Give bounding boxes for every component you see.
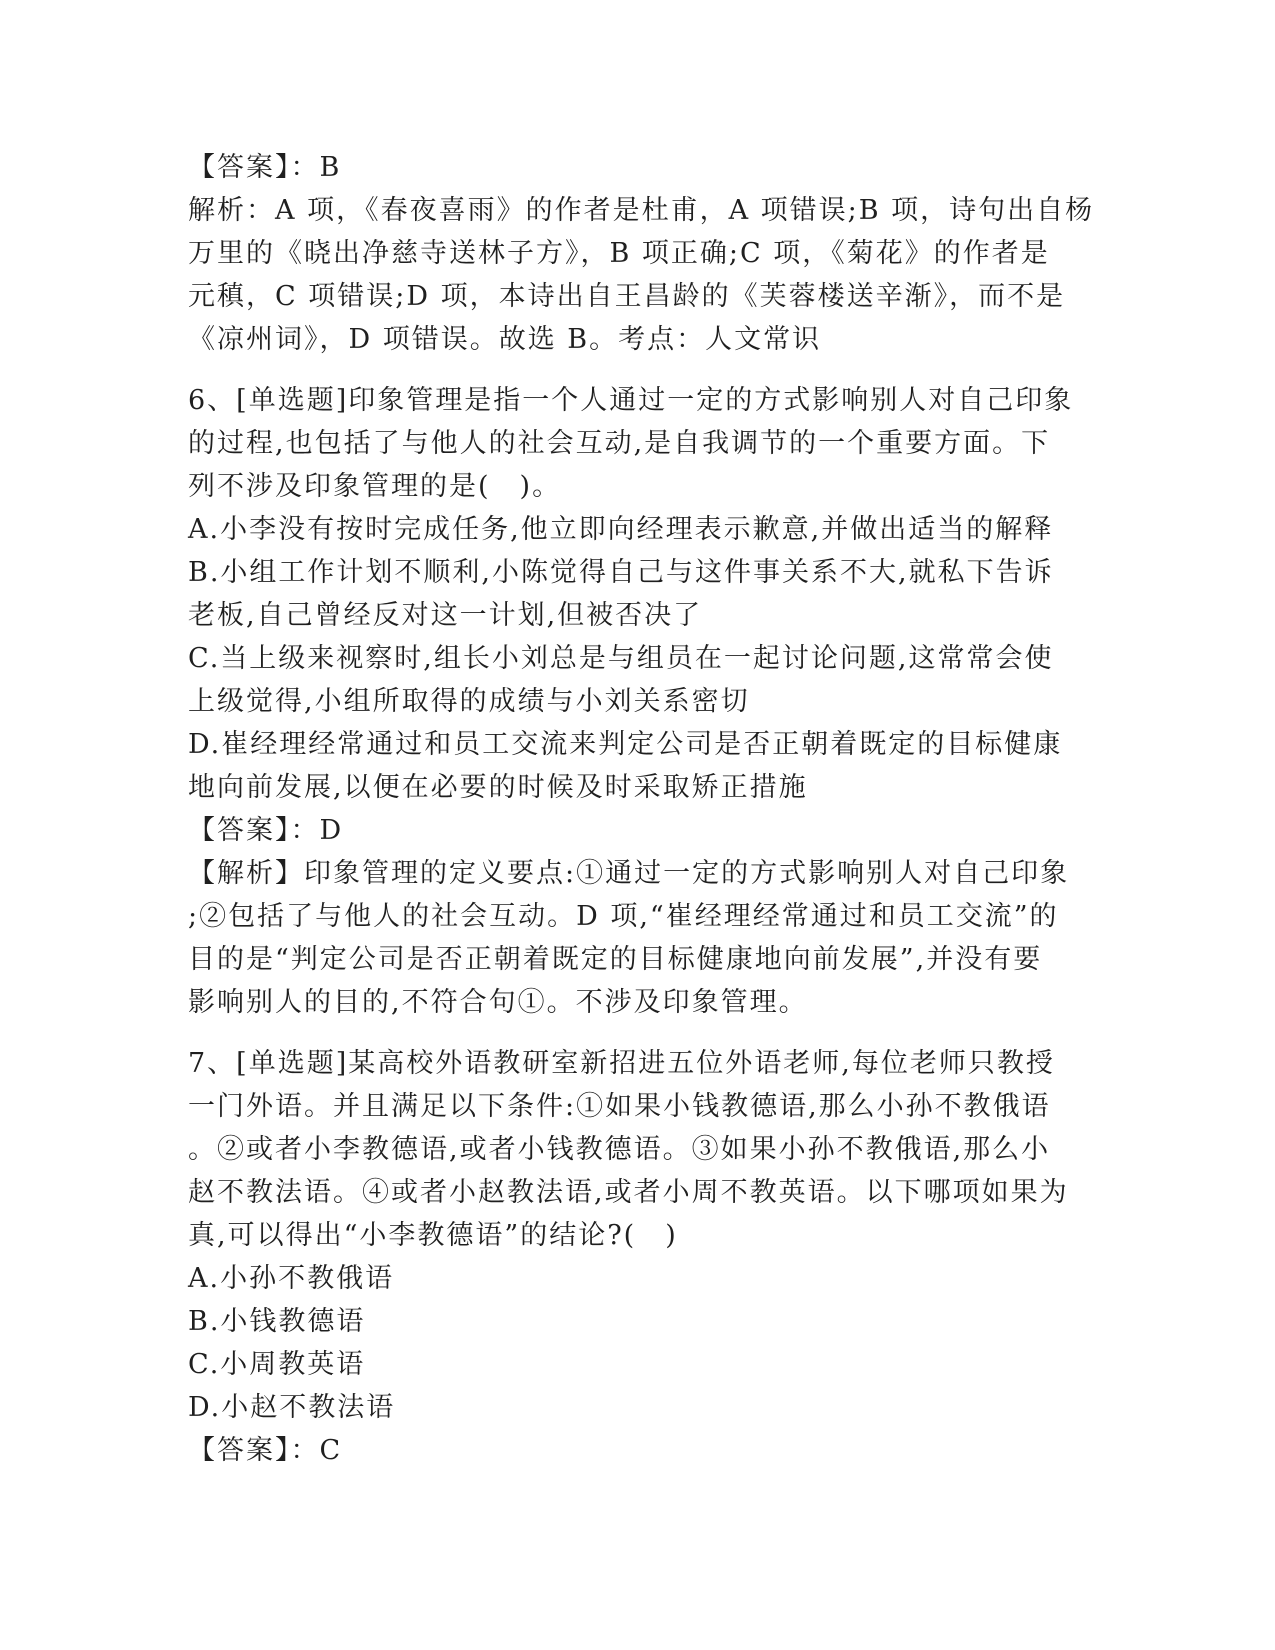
block-spacer: [188, 1024, 1088, 1042]
option-a: A.小孙不教俄语: [188, 1263, 395, 1294]
question-stem-line: 赵不教法语。④或者小赵教法语,或者小周不教英语。以下哪项如果为: [188, 1177, 1069, 1208]
explanation-line: 万里的《晓出净慈寺送林子方》，B 项正确;C 项，《菊花》的作者是: [188, 238, 1050, 269]
option-d: D.崔经理经常通过和员工交流来判定公司是否正朝着既定的目标健康: [188, 729, 1063, 760]
question-stem-line: 一门外语。并且满足以下条件:①如果小钱教德语,那么小孙不教俄语: [188, 1091, 1051, 1122]
option-b: B.小组工作计划不顺利,小陈觉得自己与这件事关系不大,就私下告诉: [188, 557, 1054, 588]
question-6: [188, 379, 1088, 1024]
option-c: C.当上级来视察时,组长小刘总是与组员在一起讨论问题,这常常会使: [188, 643, 1054, 674]
question-stem-line: 的过程,也包括了与他人的社会互动,是自我调节的一个重要方面。下: [188, 428, 1051, 459]
option-b: B.小钱教德语: [188, 1306, 366, 1337]
option-d-continued: 地向前发展,以便在必要的时候及时采取矫正措施: [188, 772, 808, 803]
explanation-line: ;②包括了与他人的社会互动。D 项,“崔经理经常通过和员工交流”的: [188, 901, 1059, 932]
block-spacer: [188, 361, 1088, 379]
question-stem-line: 7、[单选题]某高校外语教研室新招进五位外语老师,每位老师只教授: [188, 1048, 1055, 1079]
answer-line: 【答案】：C: [188, 1435, 343, 1466]
question-stem-line: 列不涉及印象管理的是( )。: [188, 471, 562, 502]
explanation-line: 目的是“判定公司是否正朝着既定的目标健康地向前发展”,并没有要: [188, 944, 1043, 975]
explanation-line: 元稹，C 项错误;D 项，本诗出自王昌龄的《芙蓉楼送辛渐》，而不是: [188, 281, 1066, 312]
option-c: C.小周教英语: [188, 1349, 366, 1380]
answer-line: 【答案】：B: [188, 152, 342, 183]
option-b-continued: 老板,自己曾经反对这一计划,但被否决了: [188, 600, 703, 631]
option-c-continued: 上级觉得,小组所取得的成绩与小刘关系密切: [188, 686, 750, 717]
explanation-line: 影响别人的目的,不符合句①。不涉及印象管理。: [188, 987, 808, 1018]
explanation-line: 解析：A 项，《春夜喜雨》的作者是杜甫，A 项错误;B 项，诗句出自杨: [188, 195, 1095, 226]
question-stem-line: 6、[单选题]印象管理是指一个人通过一定的方式影响别人对自己印象: [188, 385, 1074, 416]
document-body: [188, 146, 1095, 1472]
question-stem-line: 。②或者小李教德语,或者小钱教德语。③如果小孙不教俄语,那么小: [188, 1134, 1051, 1165]
option-a: A.小李没有按时完成任务,他立即向经理表示歉意,并做出适当的解释: [188, 514, 1054, 545]
answer-line: 【答案】：D: [188, 815, 344, 846]
explanation-line: 《凉州词》，D 项错误。故选 B。考点：人文常识: [188, 324, 822, 355]
question-stem-line: 真,可以得出“小李教德语”的结论?( ): [188, 1220, 678, 1251]
question-7: [188, 1042, 1088, 1472]
q5-answer-block: [188, 146, 1095, 361]
explanation-line: 【解析】印象管理的定义要点:①通过一定的方式影响别人对自己印象: [188, 858, 1070, 889]
option-d: D.小赵不教法语: [188, 1392, 396, 1423]
